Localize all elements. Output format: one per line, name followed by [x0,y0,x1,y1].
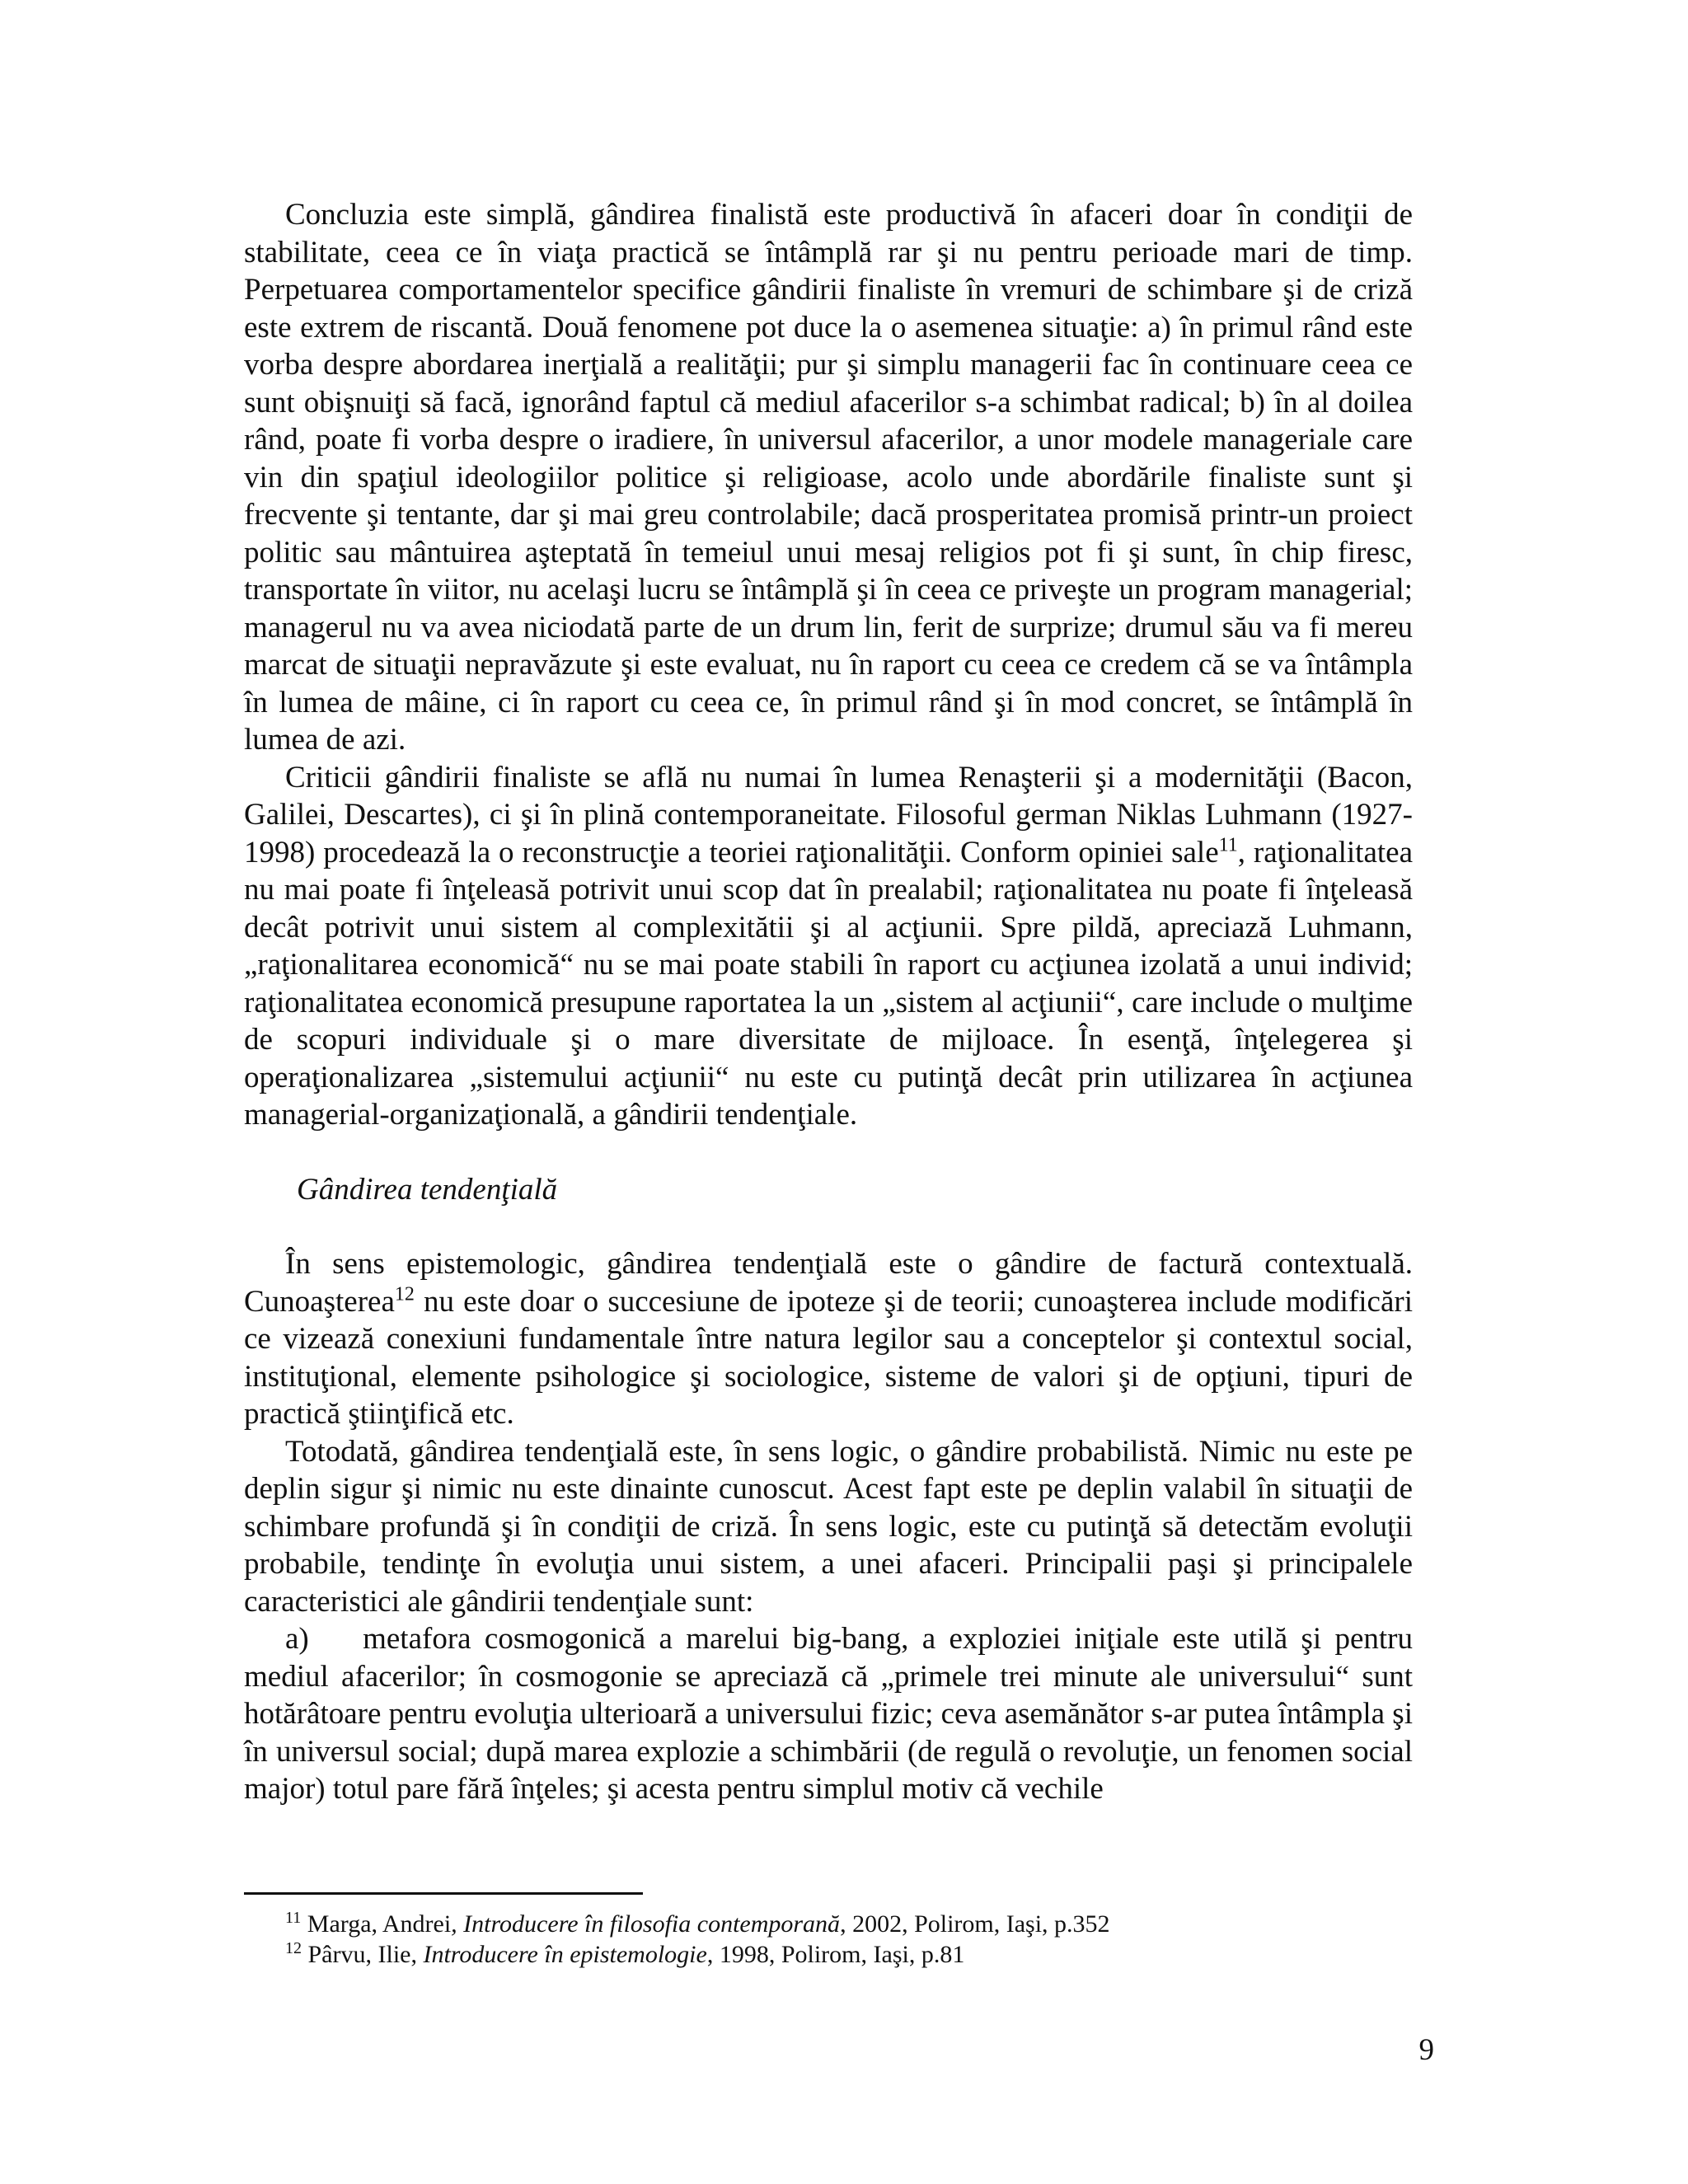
page-number: 9 [1418,2033,1434,2067]
footnote-11-title: Introducere în filosofia contemporană [463,1910,841,1938]
paragraph-epistemology-text-start: În sens epistemologic, gândirea tendenţială este o gândire de factură contextuală. Cunoaşterea [244,1247,1413,1319]
paragraph-epistemology [244,1245,1413,1433]
page-body [244,196,1413,1808]
paragraph-probabilistic: Totodată, gândirea tendenţială este, în sens logic, o gândire probabilistă. Nimic nu este pe deplin sigur şi nimic nu este dinainte cunoscut. Acest fapt este pe deplin valabil în situaţii de schimbare profundă şi în condiţii de criză. În sens logic, este cu putinţă să detectăm evoluţii probabile, tendinţe în evoluţia unui sistem, a unei afaceri. Principalii paşi şi principalele caracteristici ale gândirii tendenţiale sunt: [244,1434,1413,1619]
footnote-number-12: 12 [285,1939,302,1957]
footnote-number-11: 11 [285,1909,302,1927]
footnote-12 [244,1939,1413,1970]
paragraph-conclusion: Concluzia este simplă, gândirea finalistă este productivă în afaceri doar în condiţii de stabilitate, ceea ce în viaţa practică se întâmplă rar şi nu pentru perioade mari de timp. Perpetuarea comportamentelor specifice gândirii finaliste în vremuri de schimbare şi de criză este extrem de riscantă. Două fenomene pot duce la o asemenea situaţie: a) în primul rând este vorba despre abordarea inerţială a realităţii; pur şi simplu managerii fac în continuare ceea ce sunt obişnuiţi să facă, ignorând faptul că mediul afacerilor s-a schimbat radical; b) în al doilea rând, poate fi vorba despre o iradiere, în universul afacerilor, a unor modele manageriale care vin din spaţiul ideologiilor politice şi religioase, acolo unde abordările finaliste sunt şi frecvente şi tentante, dar şi mai greu controlabile; dacă prosperitatea promisă printr-un proiect politic sau mântuirea aşteptată în temeiul unui mesaj religios pot fi şi sunt, în chip firesc, transportate în viitor, nu acelaşi lucru se întâmplă şi în ceea ce priveşte un program managerial; managerul nu va avea niciodată parte de un drum lin, ferit de surprize; drumul său va fi mereu marcat de situaţii nepravăzute şi este evaluat, nu în raport cu ceea ce credem că se va întâmpla în lumea de mâine, ci în raport cu ceea ce, în primul rând şi în mod concret, se întâmplă în lumea de azi. [244,198,1413,757]
footnote-ref-12[interactable]: 12 [394,1283,415,1305]
section-heading: Gândirea tendenţială [297,1172,558,1207]
footnote-12-rest: , 1998, Polirom, Iaşi, p.81 [706,1941,965,1968]
footnote-11: $^{11}$ Marga, Andrei, Introducere în filosofia contemporană, 2002, Polirom, Iaşi, p.352 [285,1909,1110,1938]
footnote-12-title: Introducere în epistemologie [423,1941,707,1968]
paragraph-critics-text-start: Criticii gândirii finaliste se află nu numai în lumea Renaşterii şi a modernităţii (Bacon, Galilei, Descartes), ci şi în plină contemporaneitate. Filosoful german Niklas Luhmann (1927-1998) procedează la o reconstrucţie a teoriei raţionalităţii. Conform opiniei sale [244,760,1413,869]
footnote-ref-11[interactable]: 11 [1218,834,1238,856]
footnote-11-rest: , 2002, Polirom, Iaşi, p.352 [840,1910,1110,1938]
paragraph-critics-text-end: , raţionalitatea nu mai poate fi înţeleasă potrivit unui scop dat în prealabil; raţionalitatea nu poate fi înţeleasă decât potrivit unui sistem al complexitătii şi al acţiunii. Spre pildă, apreciază Luhmann, „raţionalitarea economică“ nu se mai poate stabili în raport cu acţiunea izolată a unui individ; raţionalitatea economică presupune raportatea la un „sistem al acţiunii“, care include o mulţime de scopuri individuale şi o mare diversitate de mijloace. În esenţă, înţelegerea şi operaţionalizarea „sistemului acţiunii“ nu este cu putinţă decât prin utilizarea în acţiunea managerial-organizaţională, a gândirii tendenţiale. [244,835,1413,1132]
footnote-11-author: Marga, Andrei [307,1910,452,1938]
paragraph-critics [244,759,1413,1134]
list-item-a-marker: a) [285,1622,309,1656]
list-item-a-text: metafora cosmogonică a marelui big-bang, a exploziei iniţiale este utilă şi pentru mediul afacerilor; în cosmogonie se apreciază că „primele trei minute ale universului“ sunt hotărâtoare pentru evoluţia ulterioară a universului fizic; ceva asemănător s-ar putea întâmpla şi în universul social; după marea explozie a schimbării (de regulă o revoluţie, un fenomen social major) totul pare fără înţeles; şi acesta pentru simplul motiv că vechile [244,1622,1414,1806]
list-item-a [244,1620,1413,1808]
footnote-12-author: Pârvu, Ilie, [307,1941,424,1968]
footnote-separator [244,1892,643,1895]
footnotes [244,1909,1413,1970]
paragraph-epistemology-text-end: nu este doar o succesiune de ipoteze şi de teorii; cunoaşterea include modificări ce vizează conexiuni fundamentale între natura legilor sau a conceptelor şi contextul social, instituţional, elemente psihologice şi sociologice, sisteme de valori şi de opţiuni, tipuri de practică ştiinţifică etc. [244,1284,1413,1431]
